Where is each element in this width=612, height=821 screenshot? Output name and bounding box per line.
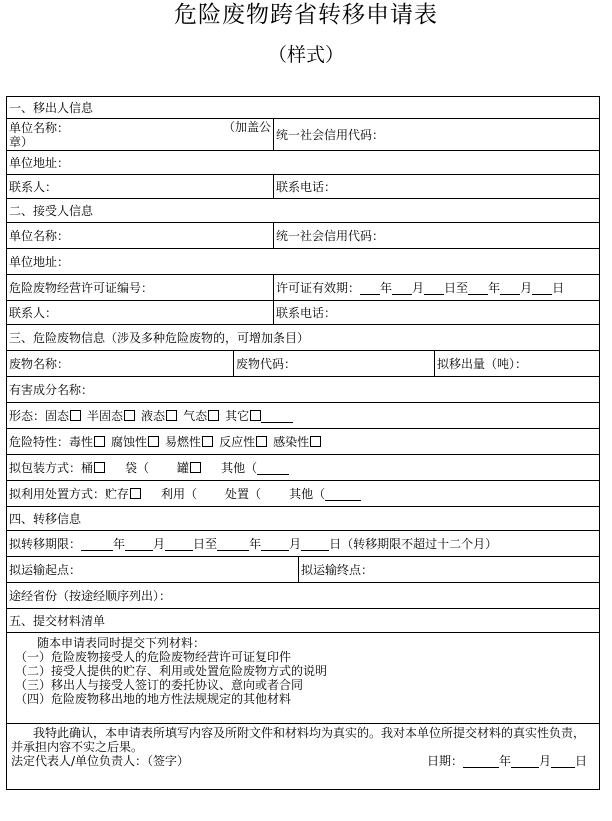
receiver-name-row: [7, 223, 600, 249]
validity-label: 许可证有效期：: [276, 280, 361, 295]
validity-start-day-blank[interactable]: [424, 283, 444, 295]
receiver-contact-field[interactable]: [7, 301, 274, 325]
section-materials-row: [7, 609, 600, 633]
materials-item-4: （四）危险废物移出地的地方性法规规定的其他材料: [15, 692, 292, 706]
materials-item-2: （二）接受人提供的贮存、利用或处置危险废物方式的说明: [15, 664, 328, 678]
sender-address-label: 单位地址：: [9, 155, 70, 170]
signature-date: [427, 754, 595, 768]
period-end-year-unit: 年: [249, 536, 262, 551]
sender-unit-name-label: 单位名称：: [9, 120, 70, 135]
disposal-storage-checkbox[interactable]: [130, 488, 141, 499]
receiver-address-label: 单位地址：: [9, 254, 70, 269]
receiver-address-row: [7, 249, 600, 275]
hazard-reactive-checkbox[interactable]: [256, 436, 267, 447]
section-sender-row: [7, 97, 600, 119]
sender-seal-note-1: （加盖公: [222, 120, 271, 134]
validity-start-year-unit: 年: [380, 280, 393, 295]
sender-phone-field[interactable]: [274, 175, 600, 199]
disposal-option-dispose: 处置（: [225, 486, 262, 501]
application-form-table: [6, 96, 600, 790]
transport-start-field[interactable]: [7, 557, 299, 583]
sender-unit-name-field[interactable]: [7, 119, 274, 151]
waste-packing-label: 拟包装方式：: [9, 460, 82, 475]
form-title: 危险废物跨省转移申请表: [174, 2, 438, 28]
disposal-other-blank[interactable]: [325, 489, 361, 501]
sender-address-field[interactable]: [7, 151, 600, 175]
hazard-option-reactive: 反应性: [219, 434, 256, 449]
section-transfer-row: [7, 507, 600, 531]
materials-list: [7, 633, 600, 724]
waste-name-row: [7, 351, 600, 377]
materials-row: [7, 633, 600, 724]
transport-end-field[interactable]: [299, 557, 600, 583]
transfer-period-note: （转移期限不超过十二个月）: [341, 536, 498, 551]
period-end-month-blank[interactable]: [261, 539, 289, 551]
confirmation-statement: 我特此确认，本申请表所填写内容及所附文件和材料均为真实的。我对本单位所提交材料的真实性负责，并承担内容不实之后果。: [11, 726, 586, 754]
receiver-phone-label: 联系电话：: [276, 305, 337, 320]
form-subtitle: （样式）: [267, 44, 344, 66]
packing-option-other: 其他（: [221, 460, 258, 475]
section-receiver-heading: 二、接受人信息: [7, 199, 600, 223]
period-start-day-blank[interactable]: [165, 539, 193, 551]
confirmation-block: [7, 724, 600, 790]
sender-credit-code-label: 统一社会信用代码：: [276, 127, 385, 142]
hazard-corrosive-checkbox[interactable]: [148, 436, 159, 447]
packing-drum-checkbox[interactable]: [94, 462, 105, 473]
sign-month-blank[interactable]: [511, 756, 539, 768]
form-option-solid: 固态: [45, 408, 70, 423]
section-materials-heading: 五、提交材料清单: [7, 609, 600, 633]
receiver-license-row: [7, 275, 600, 301]
form-solid-checkbox[interactable]: [70, 410, 81, 421]
waste-disposal-label: 拟利用处置方式：: [9, 486, 106, 501]
validity-end-month-blank[interactable]: [500, 283, 520, 295]
waste-components-label: 有害成分名称：: [9, 382, 94, 397]
period-start-month-unit: 月: [153, 536, 166, 551]
period-start-day-unit: 日至: [193, 536, 218, 551]
waste-packing-row: [7, 455, 600, 481]
signer-label: 法定代表人/单位负责人：（签字）: [11, 754, 190, 768]
section-waste-heading: 三、危险废物信息（涉及多种危险废物的，可增加条目）: [7, 325, 600, 351]
period-end-day-blank[interactable]: [301, 539, 329, 551]
period-end-year-blank[interactable]: [217, 539, 249, 551]
receiver-contact-row: [7, 301, 600, 325]
transfer-period-label: 拟转移期限：: [9, 536, 82, 551]
sign-day-blank[interactable]: [551, 756, 575, 768]
form-option-gas: 气态: [183, 408, 208, 423]
section-receiver-row: [7, 199, 600, 223]
hazard-option-corrosive: 腐蚀性: [111, 434, 148, 449]
validity-start-year-blank[interactable]: [360, 283, 380, 295]
section-transfer-heading: 四、转移信息: [7, 507, 600, 531]
form-other-blank[interactable]: [261, 411, 293, 423]
waste-name-label: 废物名称：: [9, 356, 70, 371]
validity-end-day-unit: 日: [552, 280, 565, 295]
transfer-period-field: [7, 531, 600, 557]
signature-line: [11, 754, 595, 768]
validity-start-day-unit: 日至: [444, 280, 469, 295]
receiver-license-field[interactable]: [7, 275, 274, 301]
materials-intro: 随本申请表同时提交下列材料：: [37, 636, 206, 650]
validity-end-day-blank[interactable]: [532, 283, 552, 295]
form-liquid-checkbox[interactable]: [166, 410, 177, 421]
period-start-year-blank[interactable]: [81, 539, 113, 551]
transfer-route-ends-row: [7, 557, 600, 583]
waste-form-field: [7, 403, 600, 429]
receiver-validity-field[interactable]: [274, 275, 600, 301]
form-semisolid-checkbox[interactable]: [124, 410, 135, 421]
transfer-period-row: [7, 531, 600, 557]
section-sender-heading: 一、移出人信息: [7, 97, 600, 119]
waste-code-field[interactable]: [234, 351, 435, 377]
receiver-credit-code-field[interactable]: [274, 223, 600, 249]
receiver-phone-field[interactable]: [274, 301, 600, 325]
form-other-checkbox[interactable]: [250, 410, 261, 421]
period-start-month-blank[interactable]: [125, 539, 153, 551]
packing-option-bag: 袋（: [125, 460, 150, 475]
disposal-option-storage: 贮存: [105, 486, 130, 501]
waste-amount-label: 拟移出量（吨）：: [437, 356, 528, 371]
hazard-infectious-checkbox[interactable]: [310, 436, 321, 447]
validity-start-month-unit: 月: [412, 280, 425, 295]
packing-option-drum: 桶: [81, 460, 94, 475]
sign-year-unit: 年: [498, 754, 511, 768]
disposal-option-utilize: 利用（: [161, 486, 198, 501]
sender-seal-note-2: 章）: [9, 134, 34, 149]
sender-credit-code-field[interactable]: [274, 119, 600, 151]
form-option-liquid: 液态: [141, 408, 166, 423]
disposal-option-other: 其他（: [289, 486, 326, 501]
waste-hazard-label: 危险特性：: [9, 434, 70, 449]
hazard-flammable-checkbox[interactable]: [202, 436, 213, 447]
period-end-month-unit: 月: [289, 536, 302, 551]
sender-phone-label: 联系电话：: [276, 179, 337, 194]
hazard-toxic-checkbox[interactable]: [94, 436, 105, 447]
route-provinces-field[interactable]: [7, 583, 600, 609]
sender-contact-label: 联系人：: [9, 179, 58, 194]
sign-year-blank[interactable]: [463, 756, 499, 768]
materials-item-1: （一）危险废物接受人的危险废物经营许可证复印件: [15, 650, 292, 664]
receiver-contact-label: 联系人：: [9, 305, 58, 320]
waste-name-field[interactable]: [7, 351, 234, 377]
hazard-option-toxic: 毒性: [69, 434, 94, 449]
waste-amount-field[interactable]: [435, 351, 600, 377]
validity-end-year-blank[interactable]: [468, 283, 488, 295]
packing-tank-checkbox[interactable]: [190, 462, 201, 473]
waste-code-label: 废物代码：: [236, 356, 297, 371]
waste-packing-field: [7, 455, 600, 481]
sign-day-unit: 日: [575, 754, 588, 768]
receiver-license-label: 危险废物经营许可证编号：: [9, 280, 154, 295]
validity-start-month-blank[interactable]: [392, 283, 412, 295]
packing-other-blank[interactable]: [257, 463, 289, 475]
waste-form-label: 形态：: [9, 408, 46, 423]
period-end-day-unit: 日: [329, 536, 342, 551]
transfer-provinces-row: [7, 583, 600, 609]
sender-contact-row: [7, 175, 600, 199]
materials-item-3: （三）移出人与接受人签订的委托协议、意向或者合同: [15, 678, 304, 692]
transport-start-label: 拟运输起点：: [9, 562, 82, 577]
waste-components-row: [7, 377, 600, 403]
sender-contact-field[interactable]: [7, 175, 274, 199]
validity-end-year-unit: 年: [488, 280, 501, 295]
waste-hazard-field: [7, 429, 600, 455]
section-waste-row: [7, 325, 600, 351]
waste-components-field[interactable]: [7, 377, 600, 403]
confirmation-row: [7, 724, 600, 790]
hazard-option-infectious: 感染性: [273, 434, 310, 449]
waste-disposal-field: [7, 481, 600, 507]
waste-form-row: [7, 403, 600, 429]
period-start-year-unit: 年: [113, 536, 126, 551]
sign-month-unit: 月: [539, 754, 552, 768]
hazard-option-flammable: 易燃性: [165, 434, 202, 449]
date-label: 日期：: [426, 754, 463, 768]
packing-option-tank: 罐: [177, 460, 190, 475]
sender-address-row: [7, 151, 600, 175]
transport-end-label: 拟运输终点：: [301, 562, 374, 577]
form-gas-checkbox[interactable]: [208, 410, 219, 421]
validity-end-month-unit: 月: [520, 280, 533, 295]
receiver-credit-code-label: 统一社会信用代码：: [276, 228, 385, 243]
receiver-address-field[interactable]: [7, 249, 600, 275]
receiver-unit-name-field[interactable]: [7, 223, 274, 249]
sender-name-row: [7, 119, 600, 151]
route-provinces-label: 途经省份（按途经顺序列出）：: [9, 588, 172, 603]
form-option-semisolid: 半固态: [87, 408, 124, 423]
receiver-unit-name-label: 单位名称：: [9, 228, 70, 243]
form-option-other: 其它: [225, 408, 250, 423]
waste-hazard-row: [7, 429, 600, 455]
waste-disposal-row: [7, 481, 600, 507]
